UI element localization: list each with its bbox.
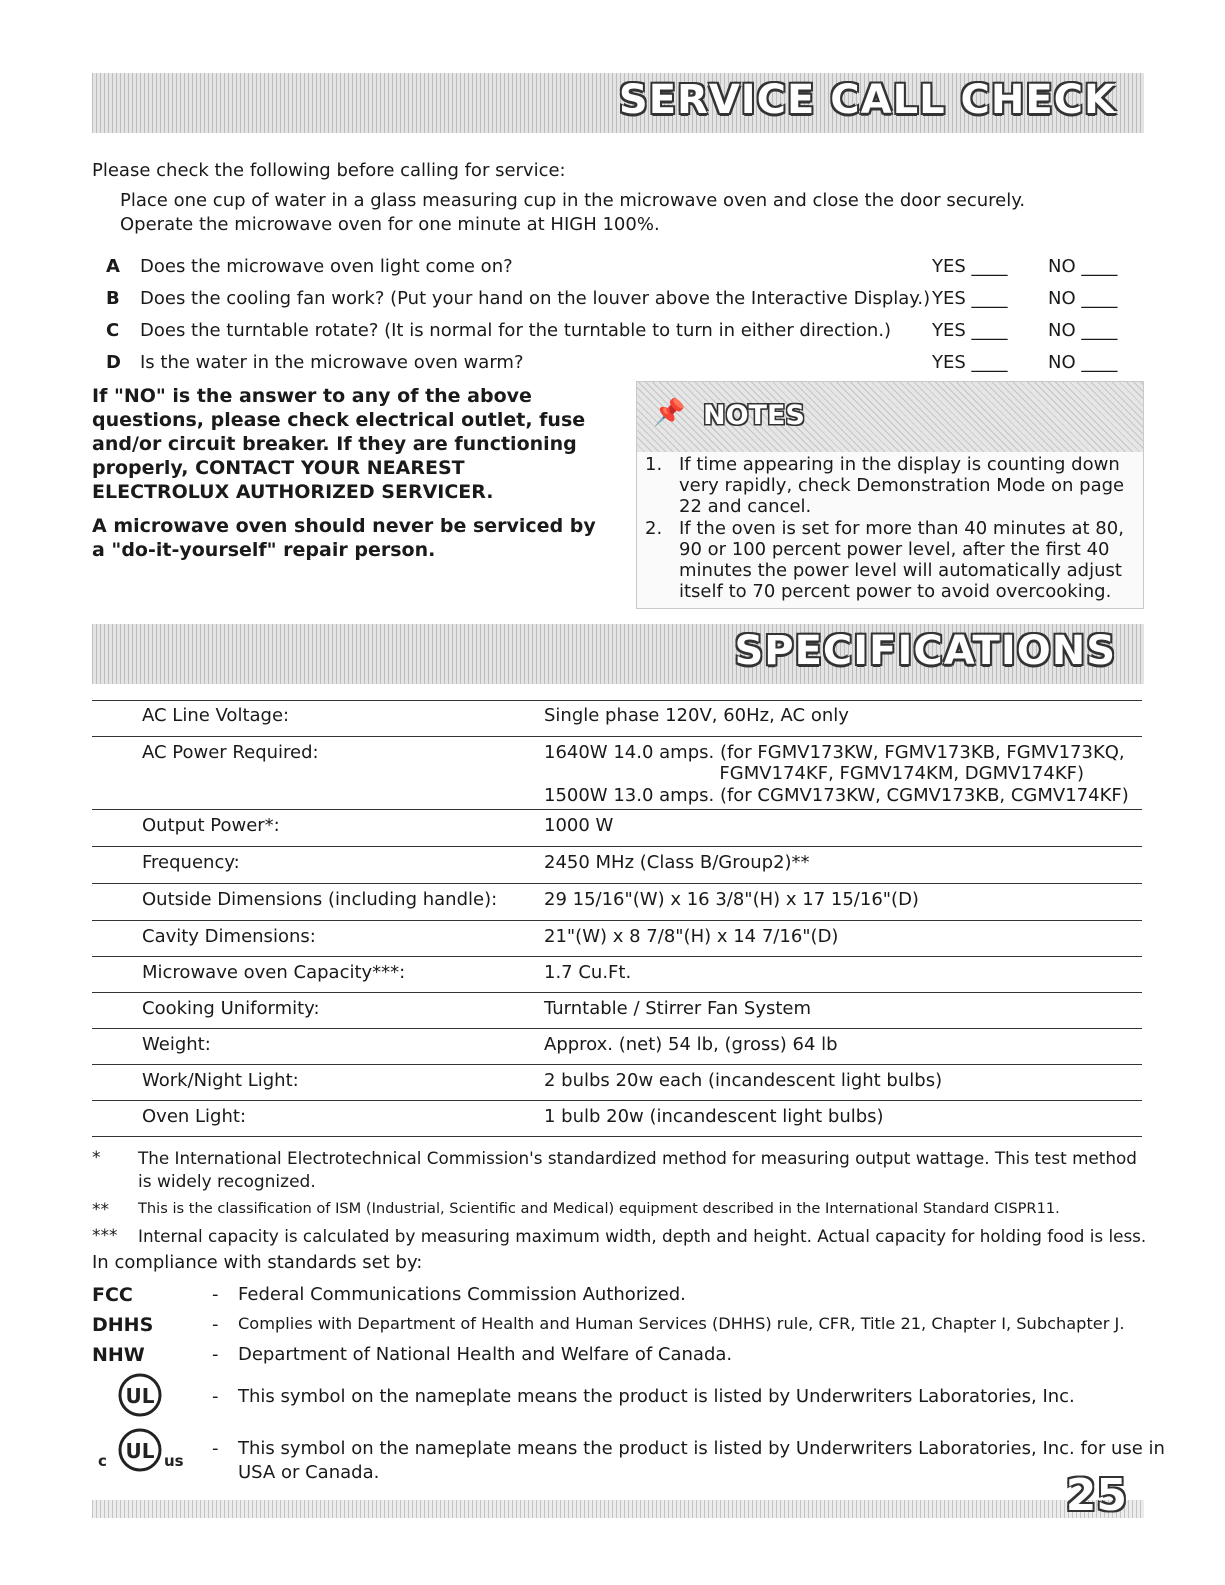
ul-logo-text: UL <box>125 1384 155 1408</box>
spec-label: Microwave oven Capacity***: <box>142 962 406 983</box>
notes-title: NOTES <box>703 400 805 431</box>
yes-blank[interactable]: YES ____ <box>932 352 1008 373</box>
spec-value: 29 15/16"(W) x 16 3/8"(H) x 17 15/16"(D) <box>544 889 919 910</box>
pushpin-icon: 📌 <box>653 398 686 428</box>
specifications-banner <box>92 624 1144 684</box>
note-item <box>645 518 1139 608</box>
question-letter: C <box>106 320 120 341</box>
spec-value: 2 bulbs 20w each (incandescent light bulbs) <box>544 1070 943 1091</box>
spec-label: AC Power Required: <box>142 742 319 763</box>
table-row <box>92 921 1142 957</box>
spec-label: Output Power*: <box>142 815 280 836</box>
compliance-abbr: NHW <box>92 1344 145 1366</box>
footnote-mark: ** <box>92 1200 109 1220</box>
spec-value: Single phase 120V, 60Hz, AC only <box>544 705 849 726</box>
spec-label: AC Line Voltage: <box>142 705 290 726</box>
culus-suffix: us <box>164 1452 184 1470</box>
question-letter: B <box>106 288 120 309</box>
table-row <box>92 957 1142 993</box>
spec-value: 1640W 14.0 amps. (for FGMV173KW, FGMV173KB, FGMV173KQ, <box>544 742 1125 763</box>
question-text: Is the water in the microwave oven warm? <box>140 352 524 373</box>
question-letter: D <box>106 352 121 373</box>
dash: - <box>212 1284 219 1305</box>
ul-listed-logo <box>112 1372 172 1422</box>
footer-strip <box>92 1500 1144 1518</box>
spec-value-cont: FGMV174KF, FGMV174KM, DGMV174KF) <box>719 763 1084 784</box>
footnote-text: is widely recognized. <box>138 1172 316 1192</box>
compliance-text: Department of National Health and Welfare of Canada. <box>238 1344 733 1365</box>
culus-prefix: c <box>98 1452 107 1470</box>
warning-text: If "NO" is the answer to any of the above questions, please check electrical outlet, fuse and/or circuit breaker. If they are functioning properly, CONTACT YOUR NEAREST ELECTROLUX AUTHORIZED SERVICER. <box>92 385 586 503</box>
yes-blank[interactable]: YES ____ <box>932 256 1008 277</box>
note-text: If time appearing in the display is counting down very rapidly, check Demonstration Mode on page 22 and cancel. <box>679 454 1125 517</box>
notes-header <box>637 382 1143 452</box>
spec-value-cont: 1500W 13.0 amps. (for CGMV173KW, CGMV173KB, CGMV174KF) <box>544 785 1129 806</box>
spec-value: 1.7 Cu.Ft. <box>544 962 632 983</box>
spec-value: 21"(W) x 8 7/8"(H) x 14 7/16"(D) <box>544 926 839 947</box>
compliance-text-cont: USA or Canada. <box>238 1462 380 1483</box>
warning-block <box>92 384 604 562</box>
compliance-intro: In compliance with standards set by: <box>92 1252 423 1273</box>
no-blank[interactable]: NO ____ <box>1048 352 1118 373</box>
note-number: 2. <box>645 518 663 539</box>
table-row <box>92 810 1142 847</box>
compliance-text: This symbol on the nameplate means the product is listed by Underwriters Laboratories, Inc. for use in <box>238 1438 1165 1459</box>
table-row <box>92 1101 1142 1137</box>
dash: - <box>212 1438 219 1459</box>
spec-value: 2450 MHz (Class B/Group2)** <box>544 852 810 873</box>
note-number: 1. <box>645 454 663 475</box>
yes-blank[interactable]: YES ____ <box>932 320 1008 341</box>
spec-label: Cavity Dimensions: <box>142 926 316 947</box>
footnote-text: The International Electrotechnical Commission's standardized method for measuring output wattage. This test method <box>138 1148 1137 1168</box>
ul-logo-text: UL <box>125 1439 155 1463</box>
spec-label: Oven Light: <box>142 1106 247 1127</box>
table-row <box>92 1029 1142 1065</box>
section-title: SPECIFICATIONS <box>734 628 1116 674</box>
spec-value: 1 bulb 20w (incandescent light bulbs) <box>544 1106 884 1127</box>
no-blank[interactable]: NO ____ <box>1048 320 1118 341</box>
footnote-text: Internal capacity is calculated by measuring maximum width, depth and height. Actual capacity for holding food is less. <box>138 1226 1147 1246</box>
spec-label: Weight: <box>142 1034 211 1055</box>
table-row <box>92 993 1142 1029</box>
question-text: Does the microwave oven light come on? <box>140 256 513 277</box>
no-blank[interactable]: NO ____ <box>1048 288 1118 309</box>
section-title: SERVICE CALL CHECK <box>618 77 1116 123</box>
footnote-text: This is the classification of ISM (Industrial, Scientific and Medical) equipment described in the International Standard CISPR11. <box>138 1200 1060 1217</box>
yes-blank[interactable]: YES ____ <box>932 288 1008 309</box>
question-text: Does the turntable rotate? (It is normal for the turntable to turn in either direction.) <box>140 320 892 341</box>
warning-diy: A microwave oven should never be serviced by a "do-it-yourself" repair person. <box>92 515 596 561</box>
intro-line: Please check the following before calling for service: <box>92 160 566 181</box>
question-text: Does the cooling fan work? (Put your hand on the louver above the Interactive Display.) <box>140 288 931 309</box>
question-letter: A <box>106 256 120 277</box>
footnote-mark: *** <box>92 1226 118 1246</box>
compliance-abbr: FCC <box>92 1284 133 1306</box>
spec-label: Work/Night Light: <box>142 1070 299 1091</box>
spec-value: Turntable / Stirrer Fan System <box>544 998 812 1019</box>
table-row <box>92 884 1142 921</box>
table-row <box>92 847 1142 884</box>
dash: - <box>212 1344 219 1365</box>
service-call-check-banner <box>92 73 1144 133</box>
dash: - <box>212 1314 219 1335</box>
compliance-text: Complies with Department of Health and Human Services (DHHS) rule, CFR, Title 21, Chapter I, Subchapter J. <box>238 1314 1125 1333</box>
no-blank[interactable]: NO ____ <box>1048 256 1118 277</box>
table-row <box>92 700 1142 737</box>
spec-label: Frequency: <box>142 852 240 873</box>
notes-box <box>636 381 1144 609</box>
compliance-text: Federal Communications Commission Authorized. <box>238 1284 686 1305</box>
footnote-mark: * <box>92 1148 101 1168</box>
spec-label: Outside Dimensions (including handle): <box>142 889 498 910</box>
spec-value: 1000 W <box>544 815 614 836</box>
table-row <box>92 1065 1142 1101</box>
page-number: 25 <box>1065 1470 1127 1521</box>
intro-instruction: Operate the microwave oven for one minute at HIGH 100%. <box>120 214 660 235</box>
spec-value: Approx. (net) 54 lb, (gross) 64 lb <box>544 1034 838 1055</box>
compliance-text: This symbol on the nameplate means the product is listed by Underwriters Laboratories, Inc. <box>238 1386 1075 1407</box>
table-row <box>92 737 1142 810</box>
intro-instruction: Place one cup of water in a glass measuring cup in the microwave oven and close the door securely. <box>120 190 1026 211</box>
culus-listed-logo <box>92 1426 202 1480</box>
spec-label: Cooking Uniformity: <box>142 998 320 1019</box>
dash: - <box>212 1386 219 1407</box>
note-text: If the oven is set for more than 40 minutes at 80, 90 or 100 percent power level, after the first 40 minutes the power level will automatically adjust itself to 70 percent power to avoid overcooking. <box>679 518 1124 602</box>
compliance-abbr: DHHS <box>92 1314 154 1336</box>
